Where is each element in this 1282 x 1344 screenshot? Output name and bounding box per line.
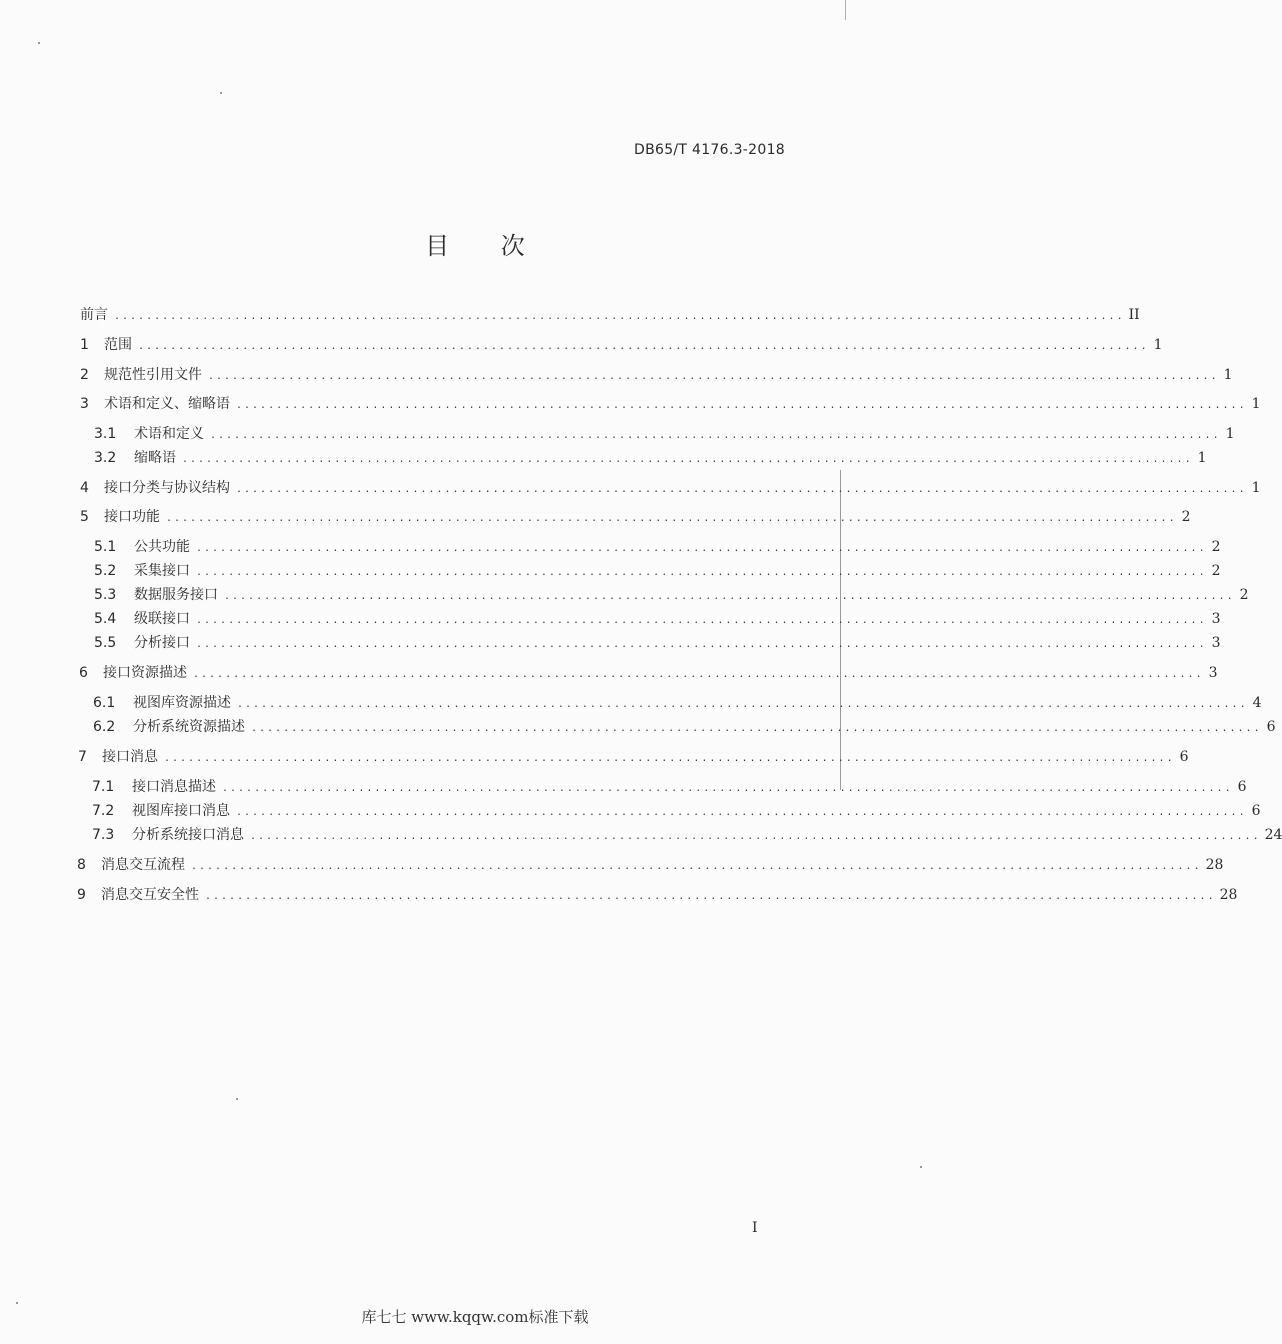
toc-entry-page: 1 [1251, 396, 1261, 412]
toc-entry-page: 1 [1225, 426, 1235, 442]
dot-leader: .............................................................................................................................. [166, 513, 1177, 524]
toc-entry-title: 接口资源描述 [103, 665, 187, 681]
toc-entry-title: 术语和定义、缩略语 [104, 396, 230, 412]
toc-entry-number: 6.2 [93, 719, 116, 735]
toc-entry-title: 规范性引用文件 [104, 367, 202, 383]
toc-entry[interactable] [80, 393, 1261, 413]
toc-entry-number: 1 [80, 337, 89, 353]
toc-entry-page: 2 [1239, 587, 1249, 603]
toc-entry-number: 5.2 [94, 563, 117, 579]
toc-entry[interactable] [78, 746, 1189, 766]
dot-leader: .............................................................................................................................. [191, 861, 1202, 872]
toc-entry-page: 1 [1251, 480, 1261, 496]
toc-entry-title: 缩略语 [134, 450, 176, 466]
dot-leader: .............................................................................................................................. [205, 891, 1216, 902]
toc-entry-number: 5.4 [94, 611, 117, 627]
dot-leader: .............................................................................................................................. [196, 639, 1207, 650]
toc-entry-page: 28 [1205, 857, 1224, 873]
toc-entry-page: 1 [1223, 367, 1233, 383]
toc-entry[interactable] [80, 364, 1233, 384]
toc-entry-title: 消息交互安全性 [101, 887, 199, 903]
toc-entry-title: 接口消息 [102, 749, 158, 765]
toc-entry-number: 8 [77, 857, 86, 873]
toc-entry-title: 前言 [80, 307, 108, 323]
toc-entry-title: 术语和定义 [134, 426, 204, 442]
toc-entry-page: 2 [1211, 539, 1221, 555]
toc-entry-title: 分析接口 [134, 635, 190, 651]
toc-entry-number: 5.5 [94, 635, 117, 651]
toc-entry-title: 视图库接口消息 [132, 803, 230, 819]
dot-leader: .............................................................................................................................. [210, 430, 1221, 441]
dot-leader: .............................................................................................................................. [196, 567, 1207, 578]
toc-entry-title: 范围 [104, 337, 132, 353]
toc-entry[interactable] [93, 716, 1276, 736]
toc-entry[interactable] [94, 423, 1235, 443]
toc-entry-number: 7 [78, 749, 87, 765]
toc-entry-number: 2 [80, 367, 89, 383]
dot-leader: .............................................................................................................................. [196, 615, 1207, 626]
toc-entry[interactable] [92, 824, 1282, 844]
toc-entry-number: 7.1 [92, 779, 115, 795]
toc-entry-title: 分析系统接口消息 [132, 827, 244, 843]
toc-entry-number: 7.3 [92, 827, 115, 843]
toc-entry-page: 1 [1197, 450, 1207, 466]
toc-entry-number: 3.2 [94, 450, 117, 466]
toc-entry[interactable] [92, 800, 1261, 820]
dot-leader: .............................................................................................................................. [182, 454, 1193, 465]
toc-entry-title: 接口消息描述 [132, 779, 216, 795]
toc-entry-number: 5.1 [94, 539, 117, 555]
toc-entry-page: 6 [1251, 803, 1261, 819]
toc-entry-number: 4 [80, 480, 89, 496]
toc-entry-page: 6 [1179, 749, 1189, 765]
toc-entry-number: 3 [80, 396, 89, 412]
dot-leader: .............................................................................................................................. [251, 723, 1262, 734]
toc-entry-title: 接口分类与协议结构 [104, 480, 230, 496]
dot-leader: .............................................................................................................................. [236, 484, 1247, 495]
toc-entry-page: 2 [1211, 563, 1221, 579]
dot-leader: .............................................................................................................................. [164, 753, 1175, 764]
toc-entry[interactable] [80, 334, 1163, 354]
toc-entry-page: 4 [1252, 695, 1262, 711]
toc-entry[interactable] [79, 662, 1218, 682]
toc-entry[interactable] [94, 608, 1221, 628]
toc-entry-title: 级联接口 [134, 611, 190, 627]
dot-leader: .............................................................................................................................. [196, 543, 1207, 554]
toc-entry-title: 分析系统资源描述 [133, 719, 245, 735]
toc-entry-number: 6 [79, 665, 88, 681]
toc-entry-page: 24 [1264, 827, 1282, 843]
toc-entry-title: 采集接口 [134, 563, 190, 579]
toc-title: 目 次 [425, 232, 547, 260]
toc-entry[interactable] [94, 632, 1221, 652]
toc-entry[interactable] [77, 884, 1238, 904]
toc-entry[interactable] [94, 536, 1221, 556]
scan-speck [16, 1302, 18, 1304]
dot-leader: .............................................................................................................................. [138, 341, 1149, 352]
toc-entry[interactable] [80, 506, 1191, 526]
toc-entry-page: 3 [1211, 611, 1221, 627]
dot-leader: .............................................................................................................................. [193, 669, 1204, 680]
toc-entry-title: 数据服务接口 [134, 587, 218, 603]
toc-entry[interactable] [94, 584, 1249, 604]
scan-speck [920, 1166, 922, 1168]
toc-entry[interactable] [80, 477, 1261, 497]
toc-entry-number: 5 [80, 509, 89, 525]
toc-entry-title: 接口功能 [104, 509, 160, 525]
toc-entry-page: 3 [1211, 635, 1221, 651]
toc-entry-page: 1 [1153, 337, 1163, 353]
dot-leader: .............................................................................................................................. [222, 783, 1233, 794]
toc-entry-number: 7.2 [92, 803, 115, 819]
toc-entry[interactable] [94, 447, 1207, 467]
dot-leader: .............................................................................................................................. [237, 699, 1248, 710]
toc-entry-number: 9 [77, 887, 86, 903]
footer-watermark: 库七七 www.kqqw.com标准下载 [361, 1308, 589, 1326]
toc-entry-page: 2 [1181, 509, 1191, 525]
dot-leader: .............................................................................................................................. [208, 371, 1219, 382]
toc-entry-number: 6.1 [93, 695, 116, 711]
toc-entry-title: 公共功能 [134, 539, 190, 555]
dot-leader: .............................................................................................................................. [114, 311, 1125, 322]
toc-entry-number: 3.1 [94, 426, 117, 442]
toc-entry-number: 5.3 [94, 587, 117, 603]
toc-entry[interactable] [94, 560, 1221, 580]
page-number: I [752, 1220, 758, 1236]
standard-code: DB65/T 4176.3-2018 [634, 142, 785, 158]
toc-entry[interactable] [77, 854, 1224, 874]
toc-entry[interactable] [93, 692, 1262, 712]
toc-entry-page: II [1128, 307, 1140, 323]
dot-leader: .............................................................................................................................. [236, 400, 1247, 411]
dot-leader: .............................................................................................................................. [250, 831, 1261, 842]
toc-entry-title: 视图库资源描述 [133, 695, 231, 711]
toc-entry[interactable] [80, 304, 1140, 324]
toc-entry-page: 6 [1266, 719, 1276, 735]
dot-leader: .............................................................................................................................. [224, 591, 1235, 602]
dot-leader: .............................................................................................................................. [236, 807, 1247, 818]
scan-speck [236, 1098, 238, 1100]
scan-speck [220, 92, 222, 94]
toc-entry-page: 6 [1237, 779, 1247, 795]
scan-speck [38, 42, 40, 44]
toc-entry-page: 3 [1208, 665, 1218, 681]
toc-entry-page: 28 [1219, 887, 1238, 903]
toc-entry[interactable] [92, 776, 1247, 796]
toc-entry-title: 消息交互流程 [101, 857, 185, 873]
